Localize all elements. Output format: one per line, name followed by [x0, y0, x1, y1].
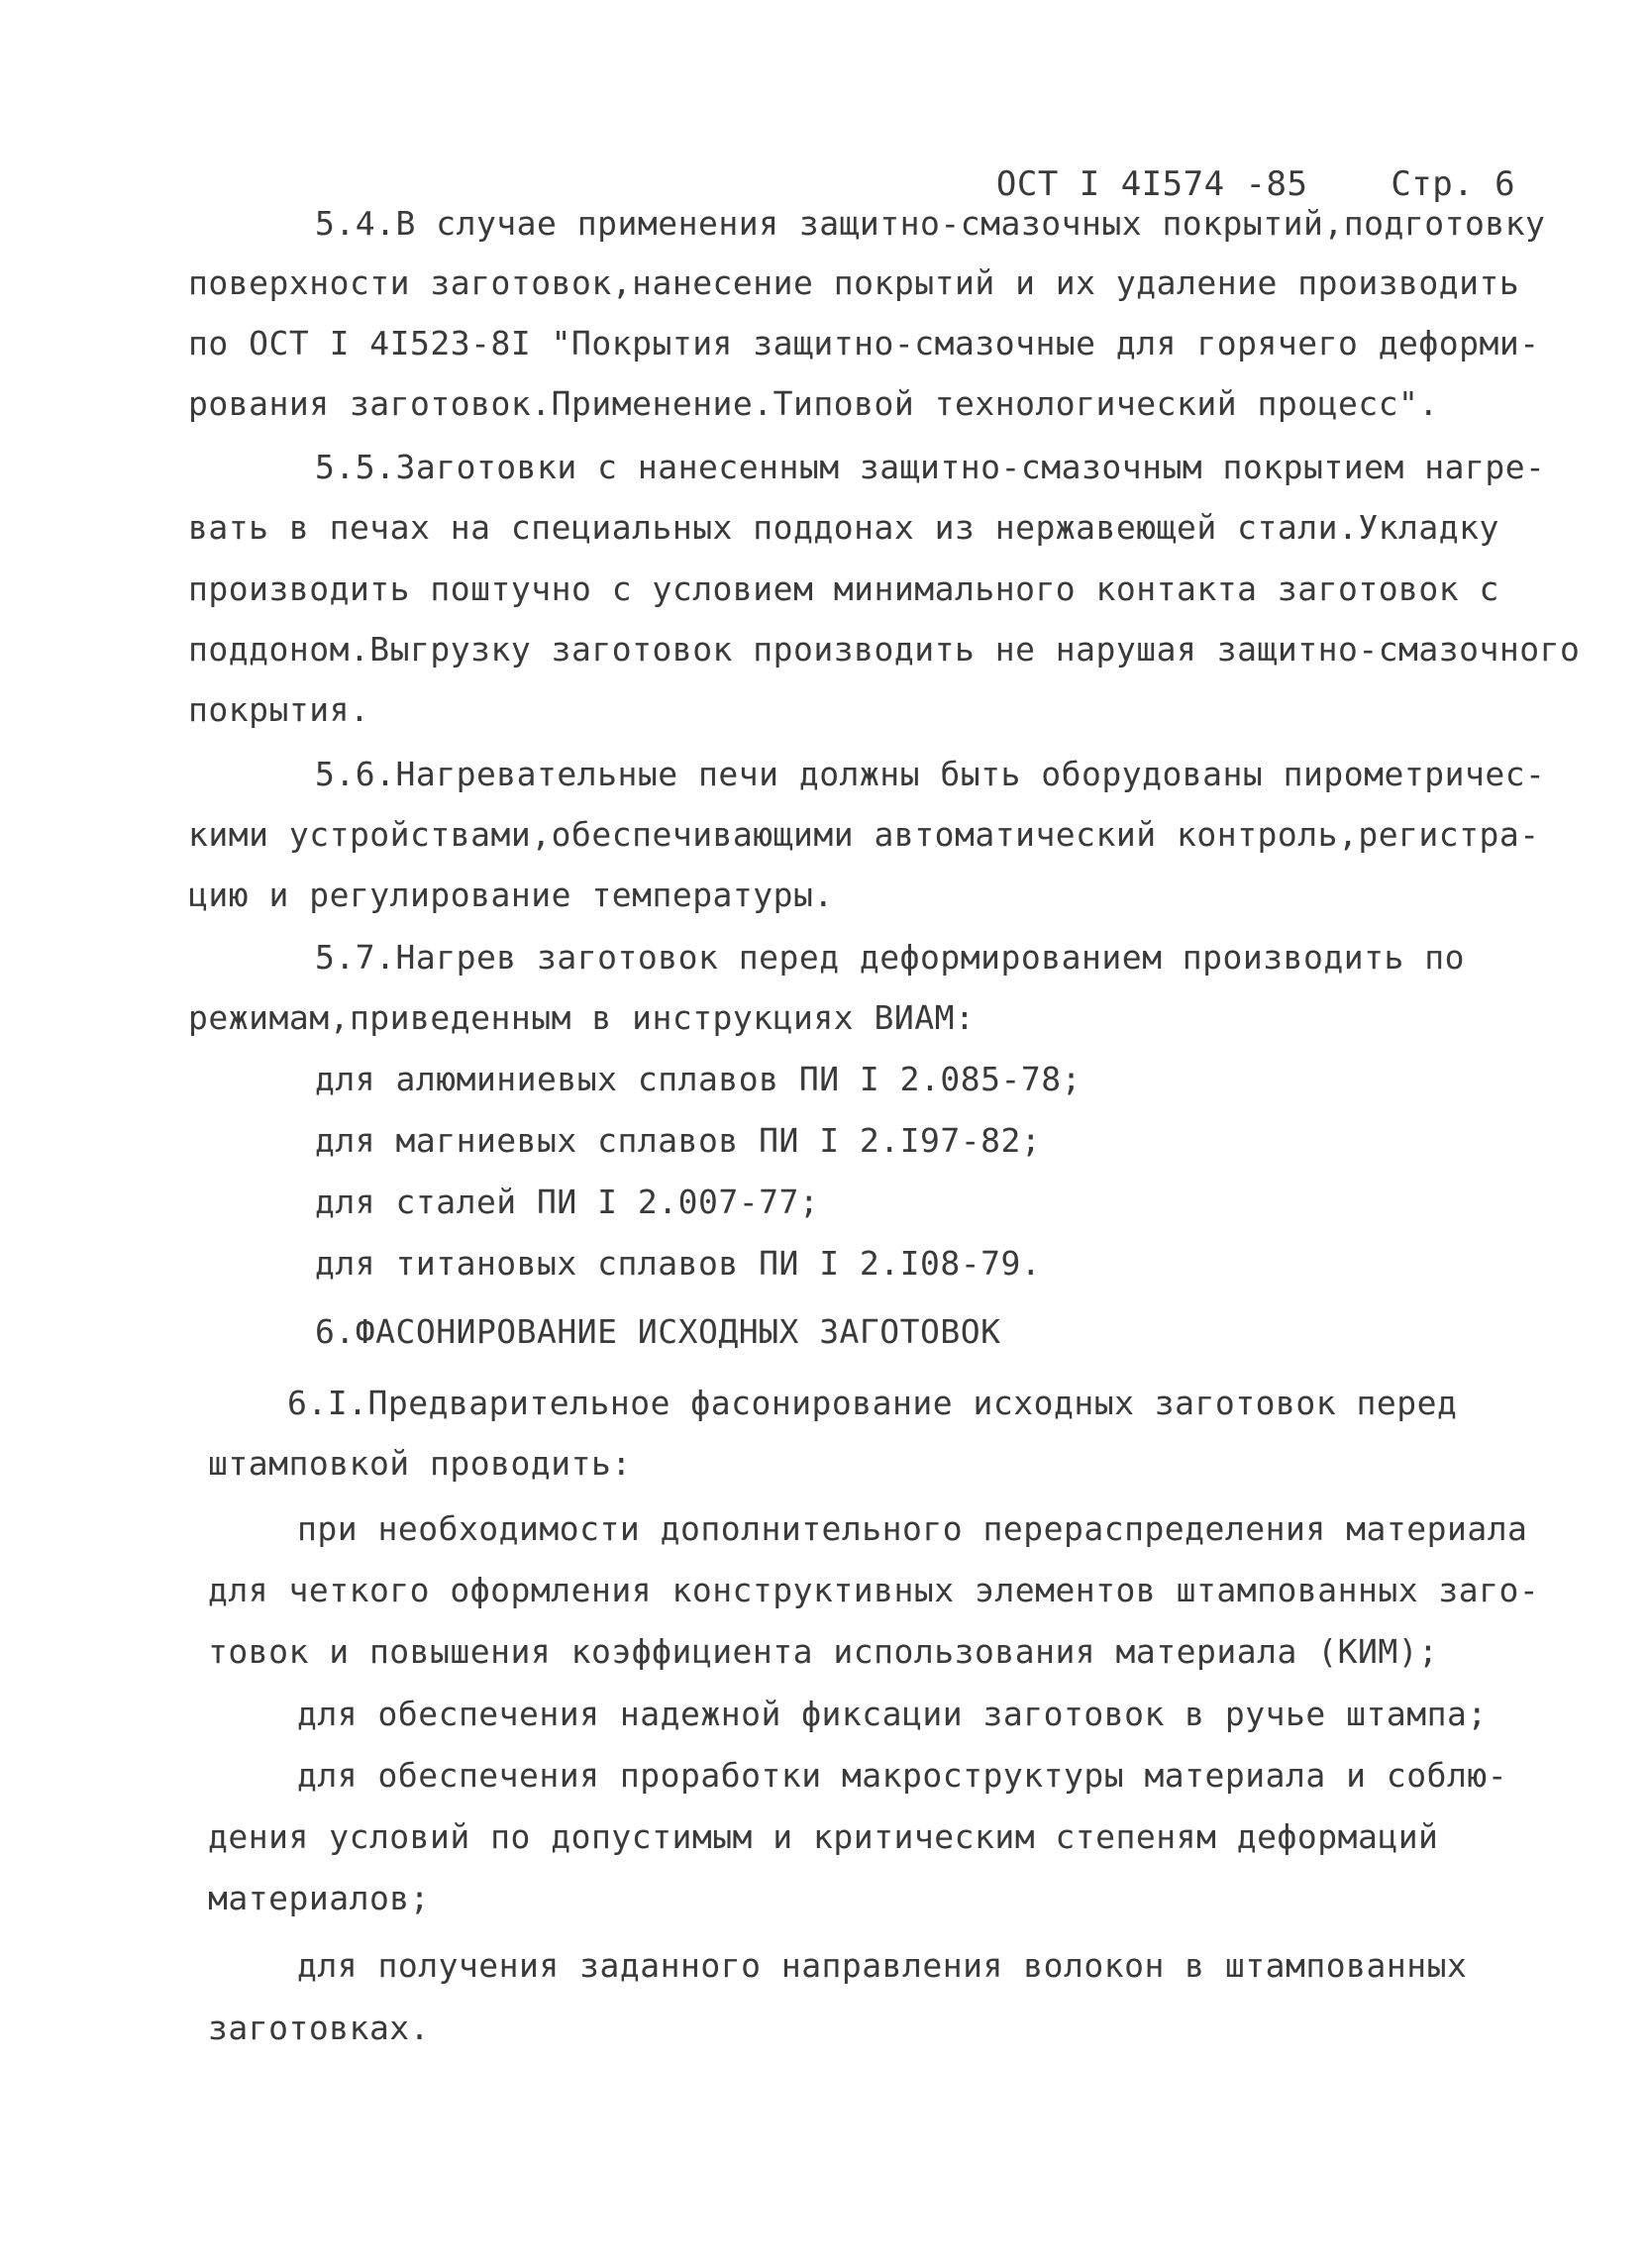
text-line: цию и регулирование температуры. [188, 876, 834, 914]
text-line: для получения заданного направления волокон в штампованных [297, 1946, 1468, 1985]
text-line: заготовках. [208, 2009, 431, 2047]
text-line: для обеспечения проработки макроструктуры материала и соблю- [297, 1756, 1508, 1795]
text-line: штамповкой проводить: [208, 1444, 632, 1483]
text-line: для четкого оформления конструктивных элементов штампованных заго- [208, 1571, 1540, 1609]
text-line: 5.6.Нагревательные печи должны быть оборудованы пирометричес- [315, 755, 1546, 793]
text-line: для обеспечения надежной фиксации заготовок в ручье штампа; [297, 1695, 1488, 1733]
text-line: товок и повышения коэффициента использования материала (КИМ); [208, 1632, 1439, 1671]
text-line: при необходимости дополнительного перераспределения материала [297, 1509, 1528, 1548]
text-line: покрытия. [188, 690, 370, 729]
text-line: для титановых сплавов ПИ I 2.I08-79. [315, 1244, 1042, 1283]
text-line: для алюминиевых сплавов ПИ I 2.085-78; [315, 1060, 1082, 1098]
text-line: кими устройствами,обеспечивающими автоматический контроль,регистра- [188, 815, 1540, 854]
text-line: материалов; [208, 1879, 431, 1917]
text-line: 5.7.Нагрев заготовок перед деформированием производить по [315, 938, 1465, 977]
text-line: поддоном.Выгрузку заготовок производить не нарушая защитно-смазочного [188, 630, 1581, 669]
text-line: для сталей ПИ I 2.007-77; [315, 1183, 820, 1221]
section-heading: 6.ФАСОНИРОВАНИЕ ИСХОДНЫХ ЗАГОТОВОК [315, 1312, 1001, 1351]
text-line: 5.5.Заготовки с нанесенным защитно-смазочным покрытием нагре- [315, 448, 1546, 486]
standard-number: ОСТ I 4I574 -85 [995, 164, 1308, 204]
text-line: режимам,приведенным в инструкциях ВИАМ: [188, 998, 976, 1037]
text-line: 6.I.Предварительное фасонирование исходных заготовок перед [287, 1384, 1458, 1422]
text-line: 5.4.В случае применения защитно-смазочных покрытий,подготовку [315, 204, 1546, 243]
text-line: производить поштучно с условием минимального контакта заготовок с [188, 569, 1499, 608]
text-line: для магниевых сплавов ПИ I 2.I97-82; [315, 1121, 1042, 1160]
text-line: поверхности заготовок,нанесение покрытий и их удаление производить [188, 263, 1520, 302]
text-line: по ОСТ I 4I523-8I "Покрытия защитно-смазочные для горячего деформи- [188, 324, 1540, 362]
text-line: рования заготовок.Применение.Типовой технологический процесс". [188, 384, 1439, 423]
page-number: Стр. 6 [1391, 164, 1516, 204]
text-line: дения условий по допустимым и критическим степеням деформаций [208, 1817, 1439, 1856]
text-line: вать в печах на специальных поддонах из нержавеющей стали.Укладку [188, 508, 1499, 547]
